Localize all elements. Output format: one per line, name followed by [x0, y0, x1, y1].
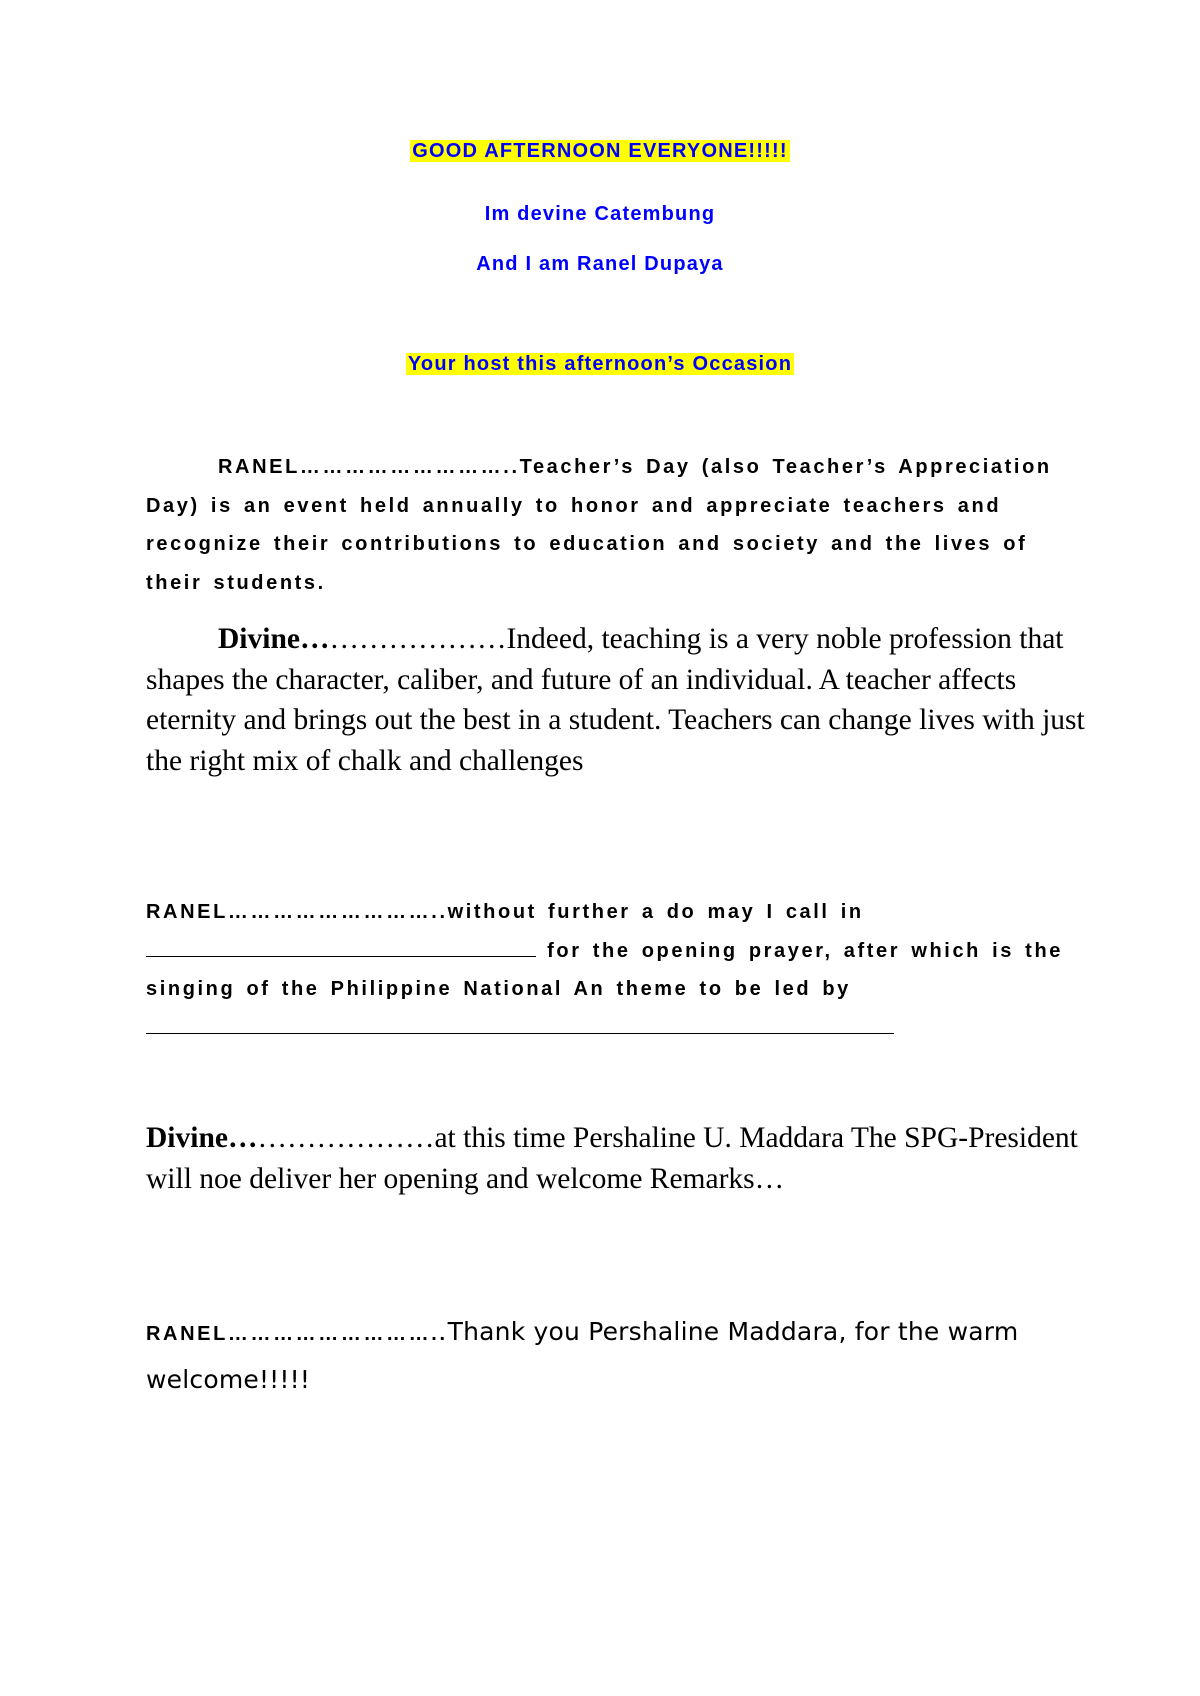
speaker-divine: Divine…	[218, 623, 330, 655]
paragraph-ranel-1	[146, 448, 1066, 602]
speaker-ranel: RANEL………………………..	[146, 901, 448, 923]
host1-line: Im devine Catembung	[484, 203, 716, 225]
paragraph-divine-1	[146, 619, 1086, 781]
greeting-text: GOOD AFTERNOON EVERYONE!!!!!	[412, 140, 788, 162]
paragraph-text: ………………Indeed, teaching is a very noble profession that shapes the character, caliber, and future of an individual. A teacher affects eternity and brings out the best in a student. Teachers can change lives with just the right mix of chalk and challenges	[146, 623, 1085, 777]
speaker-ranel: RANEL………………………..	[146, 1323, 448, 1345]
speaker-ranel: RANEL………………………..	[218, 456, 520, 478]
paragraph-ranel-2	[146, 893, 1066, 1047]
blank-line-prayer	[146, 936, 536, 957]
occasion-line	[0, 351, 1200, 377]
paragraph-text-a: without further a do may I call in	[447, 901, 864, 923]
paragraph-ranel-3	[146, 1310, 1086, 1406]
blank-line-anthem	[146, 1013, 894, 1034]
paragraph-text: Thank you Pershaline Maddara, for the warm welcome!!!!!	[146, 1317, 1019, 1394]
occasion-text: Your host this afternoon’s Occasion	[407, 353, 793, 375]
greeting-line	[0, 138, 1200, 164]
paragraph-text-b: for the opening prayer, after which is the singing of the Philippine National An theme to be led by	[146, 939, 1063, 1000]
host2-line: And I am Ranel Dupaya	[476, 253, 724, 275]
speaker-divine: Divine…	[146, 1122, 258, 1154]
paragraph-divine-2	[146, 1118, 1086, 1199]
paragraph-text: Teacher’s Day (also Teacher’s Appreciation Day) is an event held annually to honor and appreciate teachers and recognize their contributions to education and society and the lives of their students.	[146, 456, 1052, 594]
paragraph-text: ………………at this time Pershaline U. Maddara The SPG-President will noe deliver her opening and welcome Remarks…	[146, 1122, 1078, 1195]
